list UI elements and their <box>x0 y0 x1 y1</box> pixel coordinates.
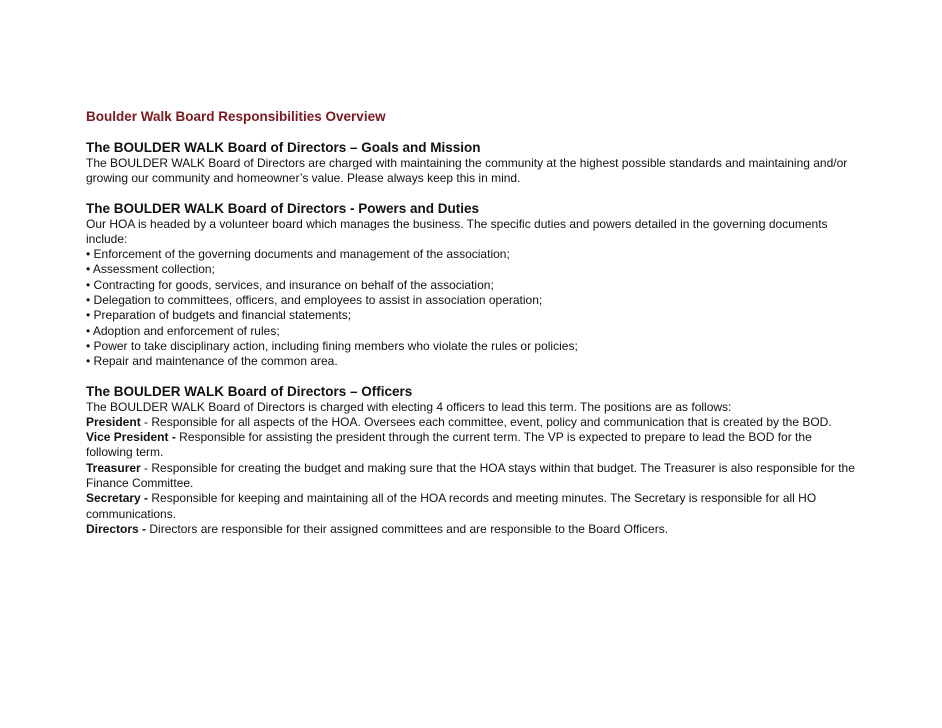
officer-description: Directors are responsible for their assigned committees and are responsible to the Board Officers. <box>146 521 669 536</box>
section-heading: The BOULDER WALK Board of Directors - Powers and Duties <box>86 200 480 216</box>
document-title: Boulder Walk Board Responsibilities Overview <box>86 109 386 124</box>
section-officers <box>86 384 856 538</box>
section-heading: The BOULDER WALK Board of Directors – Goals and Mission <box>86 140 481 155</box>
section-powers-duties <box>86 201 856 370</box>
officer-vice-president <box>86 430 856 461</box>
list-item: • Delegation to committees, officers, and employees to assist in association operation; <box>86 293 543 308</box>
list-item: • Power to take disciplinary action, including fining members who violate the rules or policies; <box>86 338 578 353</box>
section-paragraph: The BOULDER WALK Board of Directors is charged with electing 4 officers to lead this term. The positions are as follows: <box>86 399 732 414</box>
officer-role: Vice President - <box>86 430 176 445</box>
officer-role: President <box>86 414 141 429</box>
list-item: • Adoption and enforcement of rules; <box>86 323 280 338</box>
list-item: • Repair and maintenance of the common area. <box>86 354 338 369</box>
officer-description: Responsible for assisting the president through the current term. The VP is expected to prepare to lead the BOD for the following term. <box>86 430 812 460</box>
section-paragraph: The BOULDER WALK Board of Directors are charged with maintaining the community at the highest possible standards and maintaining and/or growing our community and homeowner’s value. Please always keep this in mind. <box>86 156 848 186</box>
section-goals-mission <box>86 140 856 187</box>
officer-role: Treasurer <box>86 460 141 475</box>
duties-list <box>86 247 856 369</box>
list-item: • Contracting for goods, services, and insurance on behalf of the association; <box>86 277 494 292</box>
section-heading: The BOULDER WALK Board of Directors – Officers <box>86 383 413 399</box>
list-item: • Enforcement of the governing documents and management of the association; <box>86 247 510 262</box>
officer-description: - Responsible for creating the budget and making sure that the HOA stays within that budget. The Treasurer is also responsible for the Finance Committee. <box>86 460 855 491</box>
list-item: • Preparation of budgets and financial statements; <box>86 308 352 323</box>
officer-directors <box>86 522 856 537</box>
officer-role: Directors - <box>86 521 147 536</box>
section-paragraph: Our HOA is headed by a volunteer board which manages the business. The specific duties and powers detailed in the governing documents include: <box>86 216 828 246</box>
officer-treasurer <box>86 461 856 492</box>
list-item: • Assessment collection; <box>86 262 215 277</box>
officer-description: - Responsible for all aspects of the HOA. Oversees each committee, event, policy and communication that is created by the BOD. <box>140 414 832 429</box>
officer-description: Responsible for keeping and maintaining all of the HOA records and meeting minutes. The Secretary is responsible for all HO communications. <box>86 491 817 521</box>
officer-role: Secretary - <box>86 491 149 506</box>
officer-president <box>86 415 856 430</box>
officer-secretary <box>86 491 856 522</box>
document-page <box>86 108 856 551</box>
